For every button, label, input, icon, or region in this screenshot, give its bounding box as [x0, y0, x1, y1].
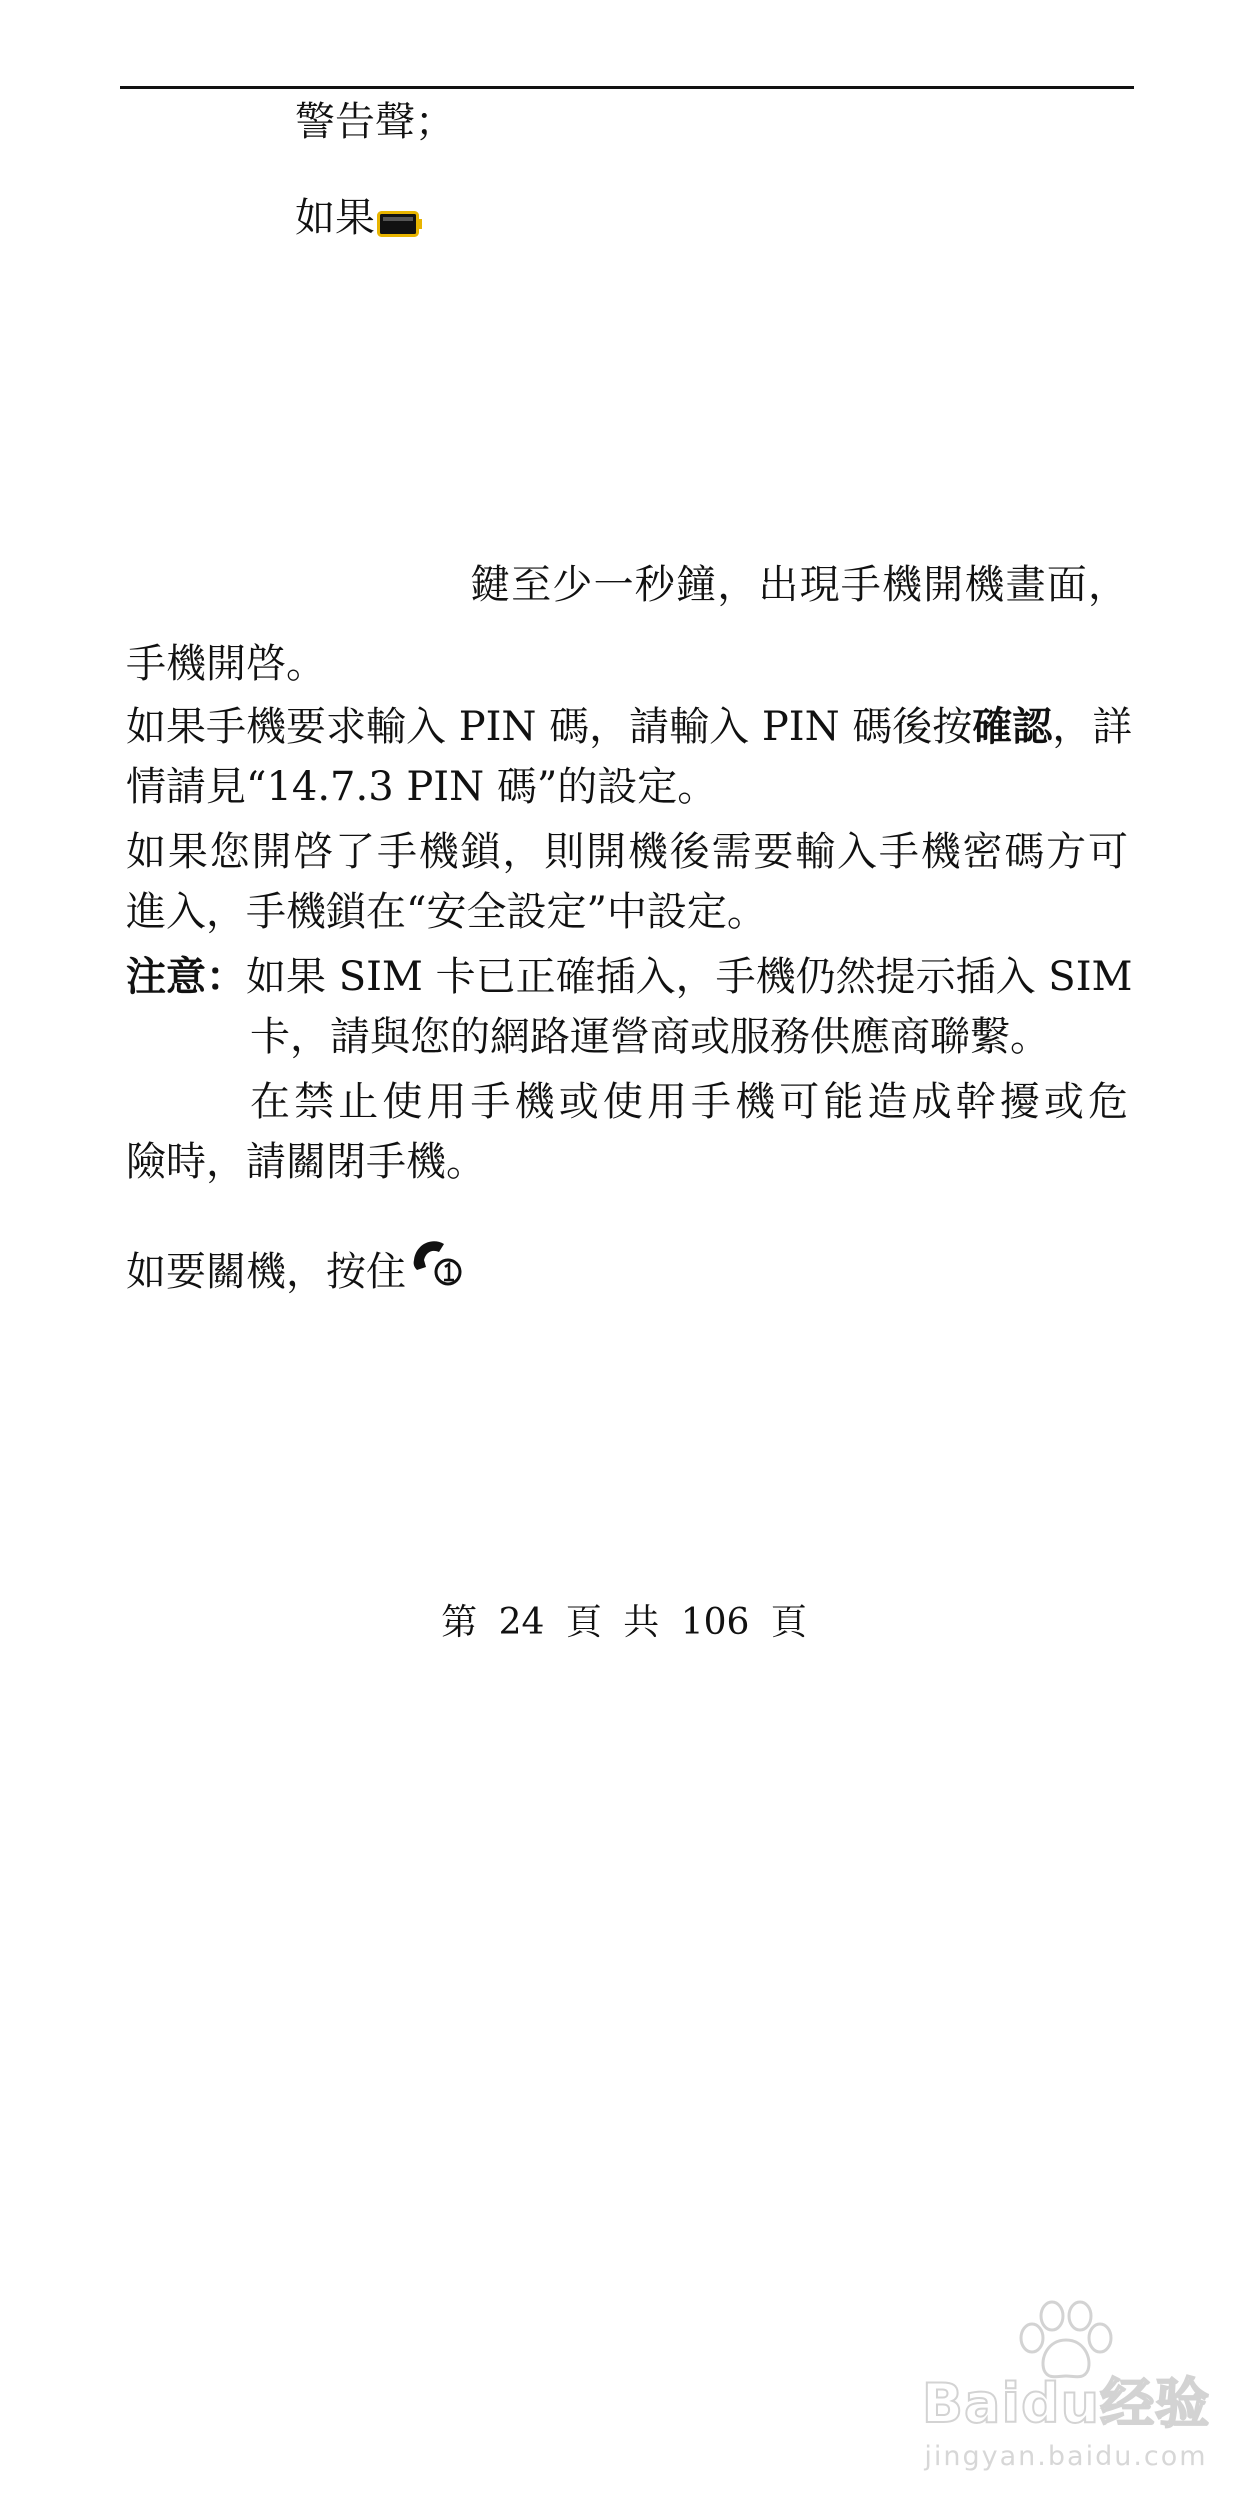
battery-icon [377, 194, 423, 220]
danger-line-2 [126, 1132, 1128, 1192]
power-key-line [470, 555, 1128, 615]
if-prefix-text: 如果 [295, 195, 375, 241]
watermark-brand: Baidu经验 [921, 2372, 1211, 2435]
lock-line-2 [126, 882, 1128, 942]
note-label: 注意： [126, 953, 246, 1000]
power-key-text: 鍵至少一秒鐘，出現手機開機畫面， [470, 562, 1128, 608]
page-number: 第 24 頁 共 106 頁 [441, 1602, 807, 1643]
note-line-2 [250, 1007, 1128, 1067]
warning-sound-text: 警告聲； [295, 99, 455, 145]
pin-line-1-text: 如果手機要求輸入 PIN 碼，請輸入 PIN 碼後按 [126, 704, 973, 750]
note-line-2-text: 卡，請與您的網路運營商或服務供應商聯繫。 [250, 1014, 1050, 1060]
lock-line-2-text: 進入，手機鎖在“安全設定”中設定。 [126, 889, 767, 935]
phone-on-line [126, 634, 1128, 694]
baidu-watermark [910, 2296, 1222, 2476]
danger-line-1 [250, 1072, 1128, 1132]
note-line-1-text: 如果 SIM 卡已正確插入，手機仍然提示插入 SIM [246, 954, 1133, 1000]
note-line-1 [126, 947, 1133, 1007]
warning-sound-line [295, 92, 1248, 152]
pin-line-1-tail: ，詳 [1052, 704, 1133, 750]
power-off-text: 如要關機，按住 [126, 1249, 406, 1295]
lock-line-1-text: 如果您開啓了手機鎖，則開機後需要輸入手機密碼方可 [126, 829, 1128, 875]
pin-line-2-text: 情請見“14.7.3 PIN 碼”的設定。 [126, 764, 718, 810]
battery-condition-line [295, 188, 1248, 248]
watermark-url: jingyan.baidu.com [924, 2441, 1208, 2472]
confirm-keyword: 確認 [972, 703, 1053, 750]
lock-line-1 [126, 822, 1128, 882]
phone-on-text: 手機開啓。 [126, 641, 326, 687]
danger-line-2-text: 險時，請關閉手機。 [126, 1139, 486, 1185]
danger-line-1-text: 在禁止使用手機或使用手機可能造成幹擾或危 [250, 1079, 1128, 1125]
header-rule [120, 86, 1134, 89]
page-footer [0, 1598, 1248, 1648]
pin-line-1 [126, 697, 1133, 757]
end-call-power-icon [410, 1236, 466, 1290]
pin-line-2 [126, 757, 1128, 817]
power-off-line [126, 1242, 1128, 1302]
